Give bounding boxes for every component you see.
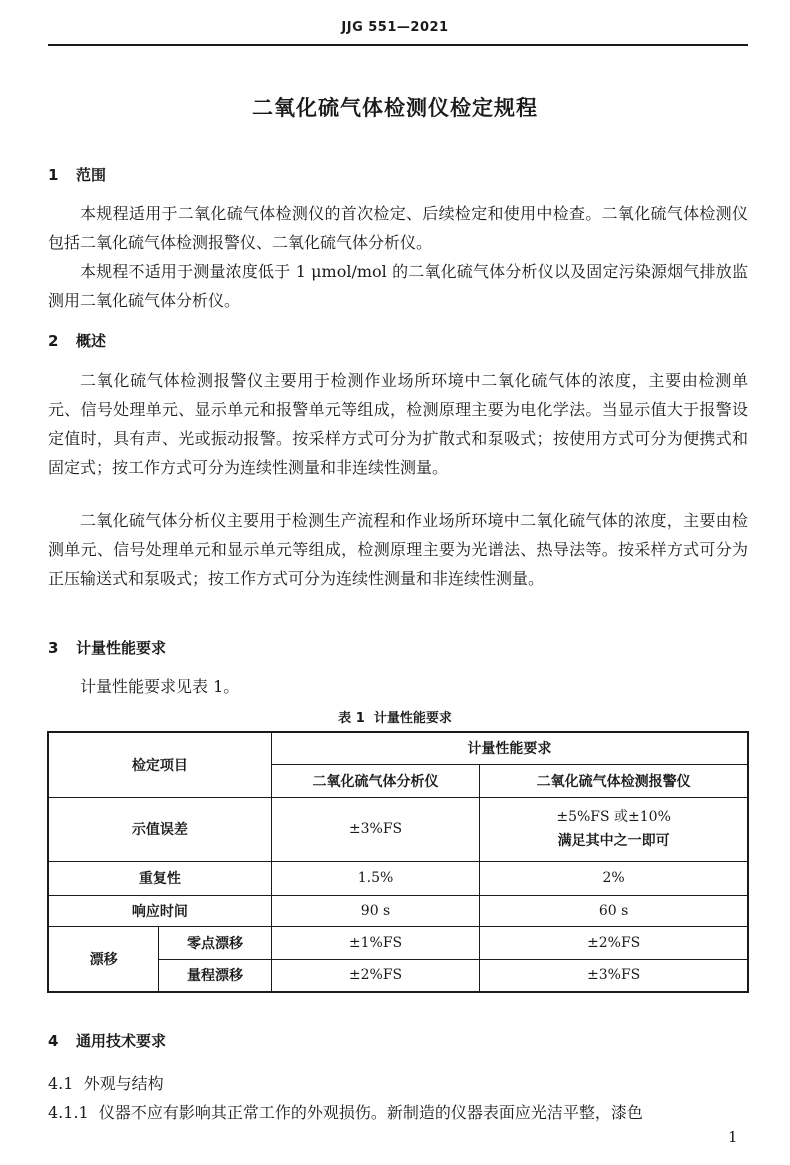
cell-analyzer-indication-error: ±3%FS bbox=[271, 797, 479, 861]
table-caption bbox=[0, 707, 790, 726]
section-1-heading bbox=[48, 164, 106, 185]
header-rule bbox=[48, 44, 748, 46]
row-label-drift: 漂移 bbox=[48, 926, 159, 992]
document-title: 二氧化硫气体检测仪检定规程 bbox=[252, 96, 538, 120]
row-label-indication-error: 示值误差 bbox=[48, 797, 271, 861]
cell-alarm-zero-drift: ±2%FS bbox=[480, 926, 748, 959]
row-label-repeatability: 重复性 bbox=[48, 861, 271, 895]
table-head-alarm: 二氧化硫气体检测报警仪 bbox=[480, 764, 748, 797]
section-1-paragraph-1: 本规程适用于二氧化硫气体检测仪的首次检定、后续检定和使用中检查。二氧化硫气体检测仪包括二氧化硫气体检测报警仪、二氧化硫气体分析仪。 bbox=[48, 204, 748, 252]
cell-alarm-indication-error bbox=[480, 797, 748, 861]
section-3-title: 计量性能要求 bbox=[76, 639, 167, 657]
cell-alarm-indication-error-line-1: ±5%FS 或±10% bbox=[556, 809, 671, 825]
row-label-zero-drift: 零点漂移 bbox=[159, 926, 272, 959]
table-row bbox=[48, 926, 748, 959]
cell-analyzer-response-time: 90 s bbox=[271, 895, 479, 926]
page-number: 1 bbox=[728, 1128, 738, 1146]
section-1-title: 范围 bbox=[76, 166, 107, 184]
table-row bbox=[48, 895, 748, 926]
section-3-heading bbox=[48, 637, 166, 658]
cell-alarm-repeatability: 2% bbox=[480, 861, 748, 895]
section-3-paragraph-1: 计量性能要求见表 1。 bbox=[80, 677, 240, 696]
section-1-number: 1 bbox=[48, 166, 59, 184]
section-2-paragraph-2: 二氧化硫气体分析仪主要用于检测生产流程和作业场所环境中二氧化硫气体的浓度，主要由检测单元、信号处理单元和显示单元等组成，检测原理主要为光谱法、热导法等。按采样方式可分为正压输送式和泵吸式；按工作方式可分为连续性测量和非连续性测量。 bbox=[48, 511, 748, 588]
table-row bbox=[48, 797, 748, 861]
clause-4-1-1-text: 仪器不应有影响其正常工作的外观损伤。新制造的仪器表面应光洁平整，漆色 bbox=[98, 1103, 643, 1122]
cell-analyzer-zero-drift: ±1%FS bbox=[271, 926, 479, 959]
section-4-heading bbox=[48, 1030, 166, 1051]
section-2-title: 概述 bbox=[76, 332, 107, 350]
metrology-requirements-table bbox=[47, 731, 749, 993]
row-label-response-time: 响应时间 bbox=[48, 895, 271, 926]
standard-code: JJG 551—2021 bbox=[341, 20, 449, 35]
section-2-paragraph-1: 二氧化硫气体检测报警仪主要用于检测作业场所环境中二氧化硫气体的浓度，主要由检测单元、信号处理单元、显示单元和报警单元等组成，检测原理主要为电化学法。当显示值大于报警设定值时，具有声、光或振动报警。按采样方式可分为扩散式和泵吸式；按使用方式可分为便携式和固定式；按工作方式可分为连续性测量和非连续性测量。 bbox=[48, 371, 748, 477]
section-3-number: 3 bbox=[48, 639, 59, 657]
cell-alarm-span-drift: ±3%FS bbox=[480, 959, 748, 992]
cell-alarm-response-time: 60 s bbox=[480, 895, 748, 926]
cell-analyzer-span-drift: ±2%FS bbox=[271, 959, 479, 992]
section-4-number: 4 bbox=[48, 1032, 59, 1050]
section-2-number: 2 bbox=[48, 332, 59, 350]
table-head-analyzer: 二氧化硫气体分析仪 bbox=[271, 764, 479, 797]
clause-4-1-1 bbox=[48, 1100, 748, 1123]
section-1-paragraph-2: 本规程不适用于测量浓度低于 1 μmol/mol 的二氧化硫气体分析仪以及固定污染源烟气排放监测用二氧化硫气体分析仪。 bbox=[48, 262, 748, 310]
subsection-4-1 bbox=[48, 1071, 164, 1094]
cell-alarm-indication-error-line-2: 满足其中之一即可 bbox=[557, 833, 670, 849]
table-row bbox=[48, 861, 748, 895]
clause-4-1-1-number: 4.1.1 bbox=[48, 1103, 89, 1122]
subsection-4-1-number: 4.1 bbox=[48, 1074, 74, 1093]
cell-analyzer-repeatability: 1.5% bbox=[271, 861, 479, 895]
table-caption-number: 表 1 bbox=[338, 711, 365, 726]
table-head-item: 检定项目 bbox=[48, 732, 271, 797]
table-head-group: 计量性能要求 bbox=[271, 732, 748, 764]
row-label-span-drift: 量程漂移 bbox=[159, 959, 272, 992]
section-2-heading bbox=[48, 330, 106, 351]
section-4-title: 通用技术要求 bbox=[76, 1032, 167, 1050]
subsection-4-1-title: 外观与结构 bbox=[83, 1074, 164, 1093]
table-caption-title: 计量性能要求 bbox=[373, 711, 452, 726]
